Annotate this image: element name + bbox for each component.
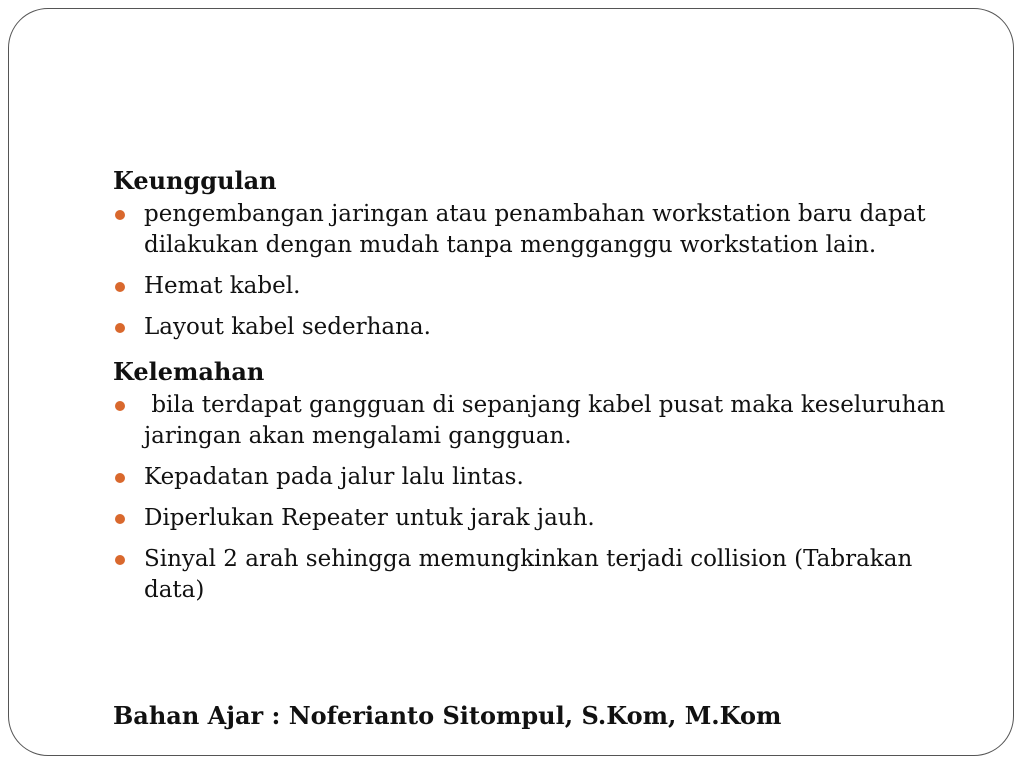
list-item-text: bila terdapat gangguan di sepanjang kabel pusat maka keseluruhan jaringan akan mengalami gangguan. bbox=[144, 392, 953, 449]
bullet-icon bbox=[115, 514, 125, 524]
list-item bbox=[113, 312, 973, 343]
list-item bbox=[113, 544, 973, 606]
list-item-text: Layout kabel sederhana. bbox=[144, 314, 431, 340]
slide-content bbox=[113, 162, 973, 616]
list-item bbox=[113, 271, 973, 302]
bullet-icon bbox=[115, 323, 125, 333]
list-item-text: Sinyal 2 arah sehingga memungkinkan terjadi collision (Tabrakan data) bbox=[144, 546, 913, 603]
section-heading-kelemahan: Kelemahan bbox=[113, 356, 265, 386]
list-item bbox=[113, 390, 973, 452]
list-item-text: Hemat kabel. bbox=[144, 273, 301, 299]
list-item bbox=[113, 462, 973, 493]
footer-credit: Bahan Ajar : Noferianto Sitompul, S.Kom, M.Kom bbox=[113, 701, 782, 730]
list-item bbox=[113, 199, 973, 261]
list-item bbox=[113, 503, 973, 534]
list-item-text: Kepadatan pada jalur lalu lintas. bbox=[144, 464, 524, 490]
bullet-icon bbox=[115, 210, 125, 220]
keunggulan-list bbox=[113, 199, 973, 343]
bullet-icon bbox=[115, 282, 125, 292]
bullet-icon bbox=[115, 401, 125, 411]
section-heading-keunggulan: Keunggulan bbox=[113, 165, 277, 195]
kelemahan-list bbox=[113, 390, 973, 606]
list-item-text: Diperlukan Repeater untuk jarak jauh. bbox=[144, 505, 595, 531]
bullet-icon bbox=[115, 473, 125, 483]
list-item-text: pengembangan jaringan atau penambahan workstation baru dapat dilakukan dengan mudah tanpa mengganggu workstation lain. bbox=[144, 201, 926, 258]
bullet-icon bbox=[115, 555, 125, 565]
